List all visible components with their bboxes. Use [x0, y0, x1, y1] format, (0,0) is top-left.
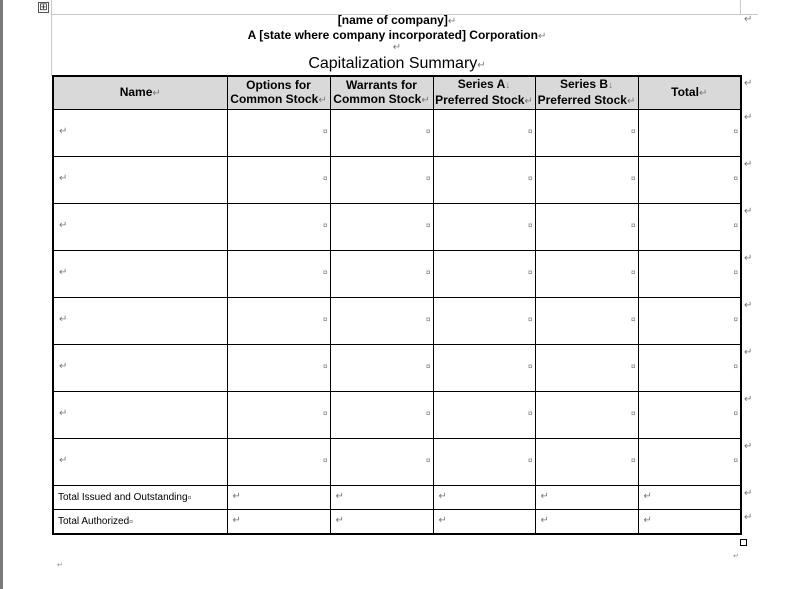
cell-end-mark-icon: ¤: [631, 409, 636, 418]
footer-value-cell[interactable]: [227, 486, 330, 510]
cell-end-mark-icon: ¤: [733, 174, 738, 183]
table-cell[interactable]: [53, 392, 227, 439]
table-cell[interactable]: [433, 298, 535, 345]
table-cell[interactable]: [535, 157, 638, 204]
table-cell[interactable]: [330, 157, 433, 204]
table-cell[interactable]: [227, 439, 330, 486]
cell-end-mark-icon: ¤: [733, 268, 738, 277]
col-header-series-a[interactable]: Series A↓ Preferred Stock↵: [433, 76, 535, 110]
cell-end-mark-icon: ¤: [528, 362, 533, 371]
table-cell[interactable]: [433, 439, 535, 486]
table-cell[interactable]: [535, 204, 638, 251]
paragraph-mark-icon: ↵: [643, 490, 652, 502]
table-cell[interactable]: [53, 204, 227, 251]
row-end-mark-icon: ↵: [744, 206, 753, 217]
cell-end-mark-icon: ¤: [323, 362, 328, 371]
footer-label-cell[interactable]: [53, 486, 227, 510]
footer-value-cell[interactable]: [330, 510, 433, 535]
cell-end-mark-icon: ¤: [631, 456, 636, 465]
table-cell[interactable]: [638, 392, 741, 439]
paragraph-mark-icon: ↵: [447, 16, 457, 27]
footer-value-cell[interactable]: [433, 486, 535, 510]
row-end-mark-icon: ↵: [744, 441, 753, 452]
table-row: [53, 345, 741, 392]
company-name-line: [52, 13, 742, 27]
cell-end-mark-icon: ¤: [528, 174, 533, 183]
cell-end-mark-icon: ¤: [426, 268, 431, 277]
table-cell[interactable]: [433, 157, 535, 204]
paragraph-mark-icon: ↵: [698, 88, 708, 99]
cell-end-mark-icon: ¤: [323, 221, 328, 230]
cell-end-mark-icon: ¤: [528, 127, 533, 136]
table-cell[interactable]: [227, 298, 330, 345]
table-move-handle-icon[interactable]: ⊞: [39, 2, 48, 13]
title-text: Capitalization Summary: [308, 55, 478, 72]
table-cell[interactable]: [433, 204, 535, 251]
footer-value-cell[interactable]: [433, 510, 535, 535]
table-cell[interactable]: [53, 439, 227, 486]
footer-value-cell[interactable]: [638, 510, 741, 535]
cell-end-mark-icon: ¤: [733, 221, 738, 230]
cell-end-mark-icon: ¤: [631, 315, 636, 324]
footer-value-cell[interactable]: [330, 486, 433, 510]
table-cell[interactable]: [638, 439, 741, 486]
capitalization-table[interactable]: [52, 75, 742, 535]
cell-end-mark-icon: ¤: [733, 315, 738, 324]
paragraph-mark-icon: ↵: [392, 42, 402, 53]
paragraph-mark-icon: ↵: [232, 490, 241, 502]
table-cell[interactable]: [638, 157, 741, 204]
row-end-mark-icon: ↵: [744, 488, 753, 499]
cell-end-mark-icon: ¤: [323, 409, 328, 418]
document-title: [52, 55, 742, 73]
paragraph-mark-icon: ↵: [733, 553, 739, 560]
table-cell[interactable]: [227, 345, 330, 392]
table-cell[interactable]: [638, 251, 741, 298]
col-header-name[interactable]: Name↵: [53, 76, 227, 110]
row-end-mark-icon: ↵: [744, 347, 753, 358]
paragraph-mark-icon: ↵: [537, 31, 547, 42]
table-cell[interactable]: [330, 345, 433, 392]
col-header-warrants[interactable]: Warrants for Common Stock↵: [330, 76, 433, 110]
table-cell[interactable]: [53, 298, 227, 345]
paragraph-mark-icon: ↵: [59, 173, 68, 184]
cell-end-mark-icon: ¤: [528, 221, 533, 230]
paragraph-mark-icon: ↵: [540, 514, 549, 526]
row-end-mark-icon: ↵: [744, 159, 753, 170]
footer-label-cell[interactable]: [53, 510, 227, 535]
row-end-mark-icon: ↵: [744, 78, 753, 89]
table-cell[interactable]: [638, 345, 741, 392]
state-text: A [state where company incorporated] Corporation: [247, 28, 538, 42]
row-end-mark-icon: ↵: [744, 394, 753, 405]
cell-end-mark-icon: ¤: [426, 362, 431, 371]
cell-end-mark-icon: ¤: [631, 127, 636, 136]
footer-label: Total Issued and Outstanding: [58, 492, 188, 503]
table-cell[interactable]: [227, 157, 330, 204]
cell-end-mark-icon: ¤: [323, 268, 328, 277]
table-cell[interactable]: [330, 110, 433, 157]
paragraph-mark-icon: ↵: [477, 60, 486, 71]
cell-end-mark-icon: ¤: [426, 221, 431, 230]
paragraph-mark-icon: ↵: [59, 220, 68, 231]
table-header-row: [53, 76, 741, 110]
paragraph-mark-icon: ↵: [318, 95, 327, 106]
table-cell[interactable]: [433, 251, 535, 298]
table-row: [53, 251, 741, 298]
paragraph-mark-icon: ↵: [59, 314, 68, 325]
table-row: [53, 110, 741, 157]
paragraph-mark-icon: ↵: [57, 562, 63, 569]
paragraph-mark-icon: ↵: [152, 88, 161, 99]
paragraph-mark-icon: ↵: [438, 514, 447, 526]
paragraph-mark-icon: ↵: [335, 490, 344, 502]
table-row: [53, 439, 741, 486]
row-end-mark-icon: ↵: [744, 512, 753, 523]
table-cell[interactable]: [227, 392, 330, 439]
paragraph-mark-icon: ↵: [59, 126, 68, 137]
table-cell[interactable]: [638, 298, 741, 345]
table-resize-handle[interactable]: [740, 539, 747, 546]
cell-end-mark-icon: ¤: [323, 456, 328, 465]
table-cell[interactable]: [433, 345, 535, 392]
row-end-mark-icon: ↵: [744, 112, 753, 123]
table-cell[interactable]: [535, 298, 638, 345]
table-cell[interactable]: [227, 251, 330, 298]
cell-end-mark-icon: ¤: [129, 519, 134, 526]
cell-end-mark-icon: ¤: [323, 127, 328, 136]
paragraph-mark-icon: ↵: [232, 514, 241, 526]
table-cell[interactable]: [433, 392, 535, 439]
cell-end-mark-icon: ¤: [528, 315, 533, 324]
cell-end-mark-icon: ¤: [426, 174, 431, 183]
row-end-mark-icon: ↵: [744, 300, 753, 311]
cell-end-mark-icon: ¤: [528, 409, 533, 418]
cell-end-mark-icon: ¤: [323, 315, 328, 324]
col-header-options[interactable]: Options for Common Stock↵: [227, 76, 330, 110]
cell-end-mark-icon: ¤: [426, 456, 431, 465]
table-cell[interactable]: [535, 345, 638, 392]
table-cell[interactable]: [53, 251, 227, 298]
cell-end-mark-icon: ¤: [187, 495, 192, 502]
table-cell[interactable]: [53, 157, 227, 204]
text-boundary-right: [740, 0, 741, 14]
table-row: [53, 298, 741, 345]
cell-end-mark-icon: ¤: [631, 221, 636, 230]
paragraph-mark-icon: ↵: [524, 96, 533, 107]
cell-end-mark-icon: ¤: [528, 268, 533, 277]
table-cell[interactable]: [227, 204, 330, 251]
cell-end-mark-icon: ¤: [323, 174, 328, 183]
table-cell[interactable]: [535, 439, 638, 486]
cell-end-mark-icon: ¤: [528, 456, 533, 465]
table-cell[interactable]: [53, 345, 227, 392]
cell-end-mark-icon: ¤: [631, 174, 636, 183]
table-row: [53, 392, 741, 439]
table-cell[interactable]: [638, 110, 741, 157]
table-cell[interactable]: [53, 110, 227, 157]
table-cell[interactable]: [227, 110, 330, 157]
col-header-series-b[interactable]: Series B↓ Preferred Stock↵: [535, 76, 638, 110]
paragraph-mark-icon: ↵: [438, 490, 447, 502]
paragraph-mark-icon: ↵: [59, 267, 68, 278]
cell-end-mark-icon: ¤: [631, 268, 636, 277]
page-left-edge: [0, 0, 3, 589]
footer-value-cell[interactable]: [638, 486, 741, 510]
col-header-total[interactable]: Total↵: [638, 76, 741, 110]
table-cell[interactable]: [330, 439, 433, 486]
footer-value-cell[interactable]: [535, 486, 638, 510]
paragraph-mark-icon: ↵: [335, 514, 344, 526]
table-footer-row: [53, 510, 741, 535]
table-cell[interactable]: [535, 110, 638, 157]
cell-end-mark-icon: ¤: [733, 362, 738, 371]
table-row: [53, 204, 741, 251]
cell-end-mark-icon: ¤: [733, 456, 738, 465]
row-end-mark-icon: ↵: [744, 14, 753, 25]
cell-end-mark-icon: ¤: [426, 127, 431, 136]
paragraph-mark-icon: ↵: [421, 95, 430, 106]
cell-end-mark-icon: ¤: [631, 362, 636, 371]
empty-paragraph: [52, 42, 742, 53]
company-name: [name of company]: [337, 13, 448, 27]
table-cell[interactable]: [330, 204, 433, 251]
table-footer-row: [53, 486, 741, 510]
cell-end-mark-icon: ¤: [733, 127, 738, 136]
table-cell[interactable]: [433, 110, 535, 157]
table-cell[interactable]: [535, 251, 638, 298]
footer-label: Total Authorized: [58, 516, 130, 527]
paragraph-mark-icon: ↵: [540, 490, 549, 502]
footer-value-cell[interactable]: [227, 510, 330, 535]
cell-end-mark-icon: ¤: [733, 409, 738, 418]
table-cell[interactable]: [330, 251, 433, 298]
paragraph-mark-icon: ↵: [643, 514, 652, 526]
table-cell[interactable]: [638, 204, 741, 251]
state-line: [52, 28, 742, 42]
table-cell[interactable]: [330, 298, 433, 345]
footer-value-cell[interactable]: [535, 510, 638, 535]
row-end-mark-icon: ↵: [744, 253, 753, 264]
cell-end-mark-icon: ¤: [426, 315, 431, 324]
paragraph-mark-icon: ↵: [626, 96, 636, 107]
paragraph-mark-icon: ↵: [59, 455, 68, 466]
cell-end-mark-icon: ¤: [426, 409, 431, 418]
table-cell[interactable]: [535, 392, 638, 439]
paragraph-mark-icon: ↵: [59, 361, 68, 372]
paragraph-mark-icon: ↵: [59, 408, 68, 419]
table-cell[interactable]: [330, 392, 433, 439]
table-row: [53, 157, 741, 204]
